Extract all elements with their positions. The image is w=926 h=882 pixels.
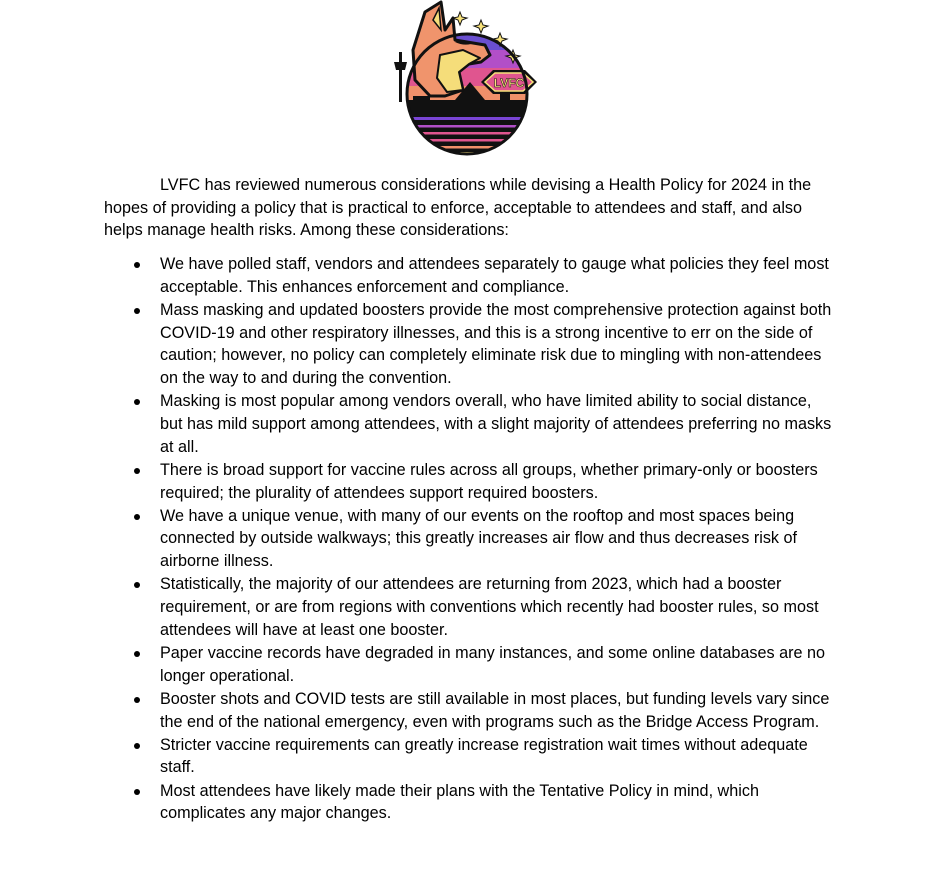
list-item-text: Statistically, the majority of our attendees are returning from 2023, which had a booster requirement, or are from regions with conventions which recently had booster rules, so most attendees will have at least one booster. [160,575,819,639]
list-item-text: Paper vaccine records have degraded in many instances, and some online databases are no longer operational. [160,643,825,685]
bullet-icon [134,399,140,405]
list-item [104,299,834,390]
bullet-icon [134,468,140,474]
bullet-icon [134,582,140,588]
list-item [104,642,834,687]
bullet-icon [134,789,140,795]
list-item-text: We have polled staff, vendors and attendees separately to gauge what policies they feel most acceptable. This enhances enforcement and compliance. [160,255,829,296]
list-item [104,688,834,733]
considerations-list [104,253,834,826]
list-item-text: We have a unique venue, with many of our events on the rooftop and most spaces being connected by outside walkways; this greatly increases air flow and thus decreases risk of airborne illness. [160,506,798,571]
bullet-icon [134,308,140,314]
list-item [104,459,834,504]
list-item [104,253,834,298]
lvfc-logo [385,0,545,158]
lvfc-logo-graphic [385,0,545,158]
logo-text: LVFC [493,76,525,90]
list-item-text: Booster shots and COVID tests are still available in most places, but funding levels vary since the end of the national emergency, even with programs such as the Bridge Access Program. [160,689,830,731]
list-item [104,573,834,641]
list-item-text: Masking is most popular among vendors overall, who have limited ability to social distance, but has mild support among attendees, with a slight majority of attendees preferring no masks at all. [160,392,832,456]
intro-paragraph: LVFC has reviewed numerous considerations while devising a Health Policy for 2024 in the hopes of providing a policy that is practical to enforce, acceptable to attendees and staff, and also helps manage health risks. Among these considerations: [104,176,812,240]
list-item-text: Stricter vaccine requirements can greatly increase registration wait times without adequate staff. [160,735,808,777]
list-item [104,505,834,573]
bullet-icon [134,743,140,749]
bullet-icon [134,651,140,657]
list-item [104,780,834,825]
list-item [104,390,834,458]
list-item-text: Most attendees have likely made their plans with the Tentative Policy in mind, which complicates any major changes. [160,781,759,823]
bullet-icon [134,262,140,268]
list-item-text: Mass masking and updated boosters provide the most comprehensive protection against both COVID-19 and other respiratory illnesses, and this is a strong incentive to err on the side of caution; however, no policy can completely eliminate risk due to mingling with non-attendees on the way to and during the convention. [160,300,832,388]
list-item [104,734,834,779]
bullet-icon [134,697,140,703]
bullet-icon [134,514,140,520]
list-item-text: There is broad support for vaccine rules across all groups, whether primary-only or boosters required; the plurality of attendees support required boosters. [160,460,818,502]
